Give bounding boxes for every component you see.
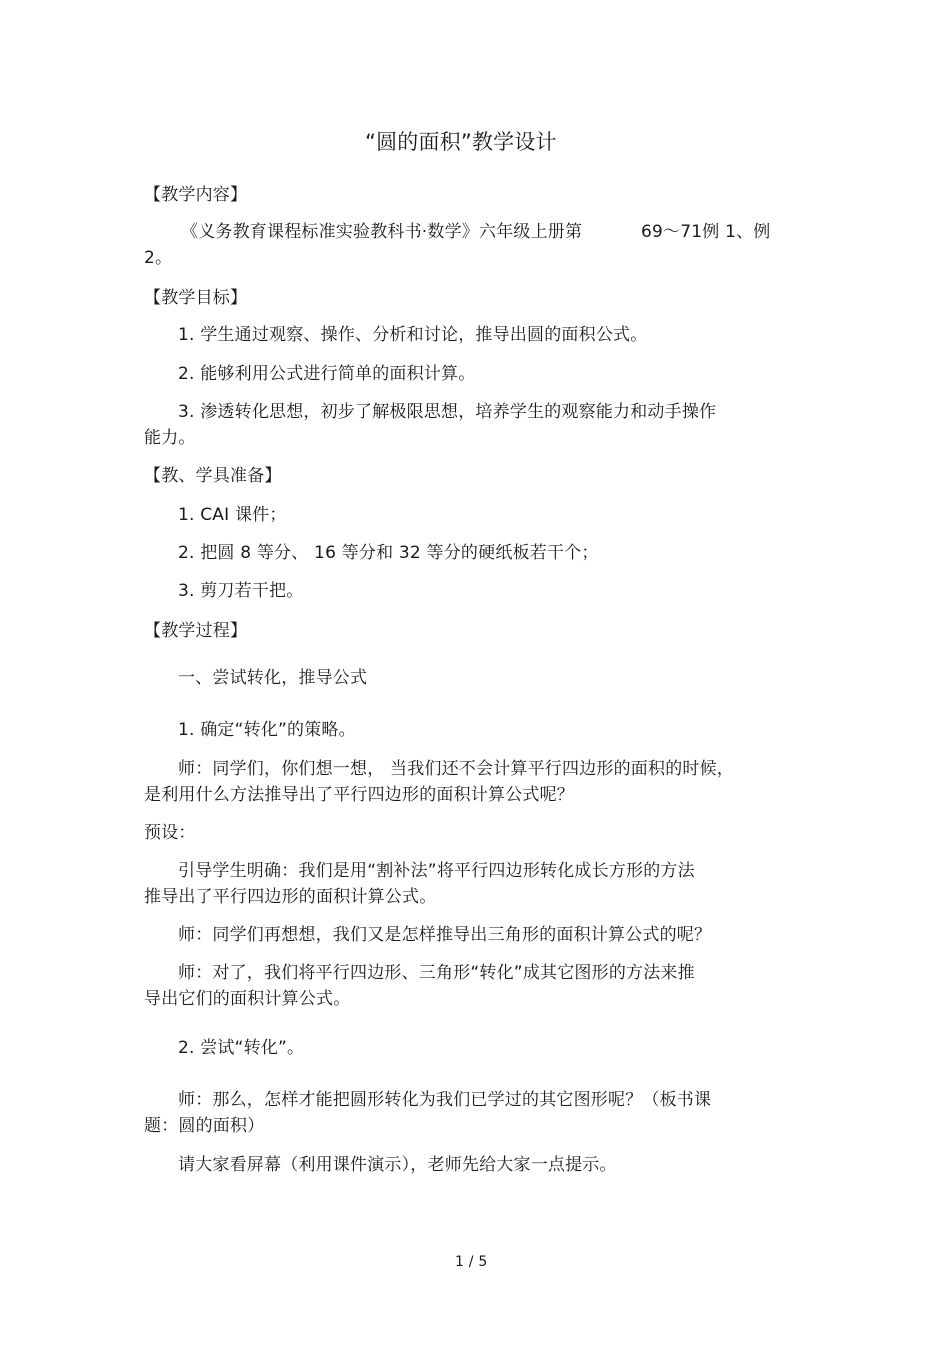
- page-number: 1 / 5: [455, 1254, 488, 1270]
- sub-heading: 1. 确定“转化”的策略。: [178, 720, 356, 740]
- paragraph-line: 推导出了平行四边形的面积计算公式。: [144, 887, 437, 907]
- paragraph-line: 是利用什么方法推导出了平行四边形的面积计算公式呢？: [144, 785, 574, 805]
- section-header-process: 【教学过程】: [144, 621, 248, 641]
- paragraph-line: 引导学生明确：我们是用“割补法”将平行四边形转化成长方形的方法: [178, 861, 695, 881]
- paragraph-line: 《义务教育课程标准实验教科书·数学》六年级上册第: [181, 222, 583, 242]
- paragraph-line: 预设：: [144, 823, 196, 843]
- section-header-goals: 【教学目标】: [144, 288, 248, 308]
- list-item: 1. 学生通过观察、操作、分析和讨论，推导出圆的面积公式。: [178, 325, 648, 345]
- paragraph-line: 69～71例 1、例: [641, 222, 771, 242]
- sub-heading: 2. 尝试“转化”。: [178, 1038, 305, 1058]
- page-title: “圆的面积”教学设计: [365, 130, 557, 154]
- list-item: 3. 渗透转化思想，初步了解极限思想，培养学生的观察能力和动手操作: [178, 402, 717, 422]
- paragraph-line: 导出它们的面积计算公式。: [144, 989, 351, 1009]
- list-item: 能力。: [144, 428, 196, 448]
- list-item: 3. 剪刀若干把。: [178, 581, 304, 601]
- section-header-content: 【教学内容】: [144, 185, 248, 205]
- paragraph-line: 题：圆的面积）: [144, 1116, 265, 1136]
- paragraph-line: 请大家看屏幕（利用课件演示），老师先给大家一点提示。: [178, 1155, 617, 1175]
- list-item: 2. 能够利用公式进行简单的面积计算。: [178, 364, 476, 384]
- paragraph-line: 师：对了，我们将平行四边形、三角形“转化”成其它图形的方法来推: [178, 963, 695, 983]
- paragraph-line: 师：同学们，你们想一想， 当我们还不会计算平行四边形的面积的时候，: [178, 759, 735, 779]
- paragraph-line: 2。: [144, 248, 173, 268]
- list-item: 1. CAI 课件；: [178, 505, 287, 525]
- section-header-prep: 【教、学具准备】: [144, 466, 282, 486]
- step-heading: 一、尝试转化，推导公式: [178, 668, 368, 688]
- paragraph-line: 师：同学们再想想，我们又是怎样推导出三角形的面积计算公式的呢？: [178, 925, 712, 945]
- paragraph-line: 师：那么，怎样才能把圆形转化为我们已学过的其它图形呢？（板书课: [178, 1090, 712, 1110]
- list-item: 2. 把圆 8 等分、 16 等分和 32 等分的硬纸板若干个；: [178, 543, 599, 563]
